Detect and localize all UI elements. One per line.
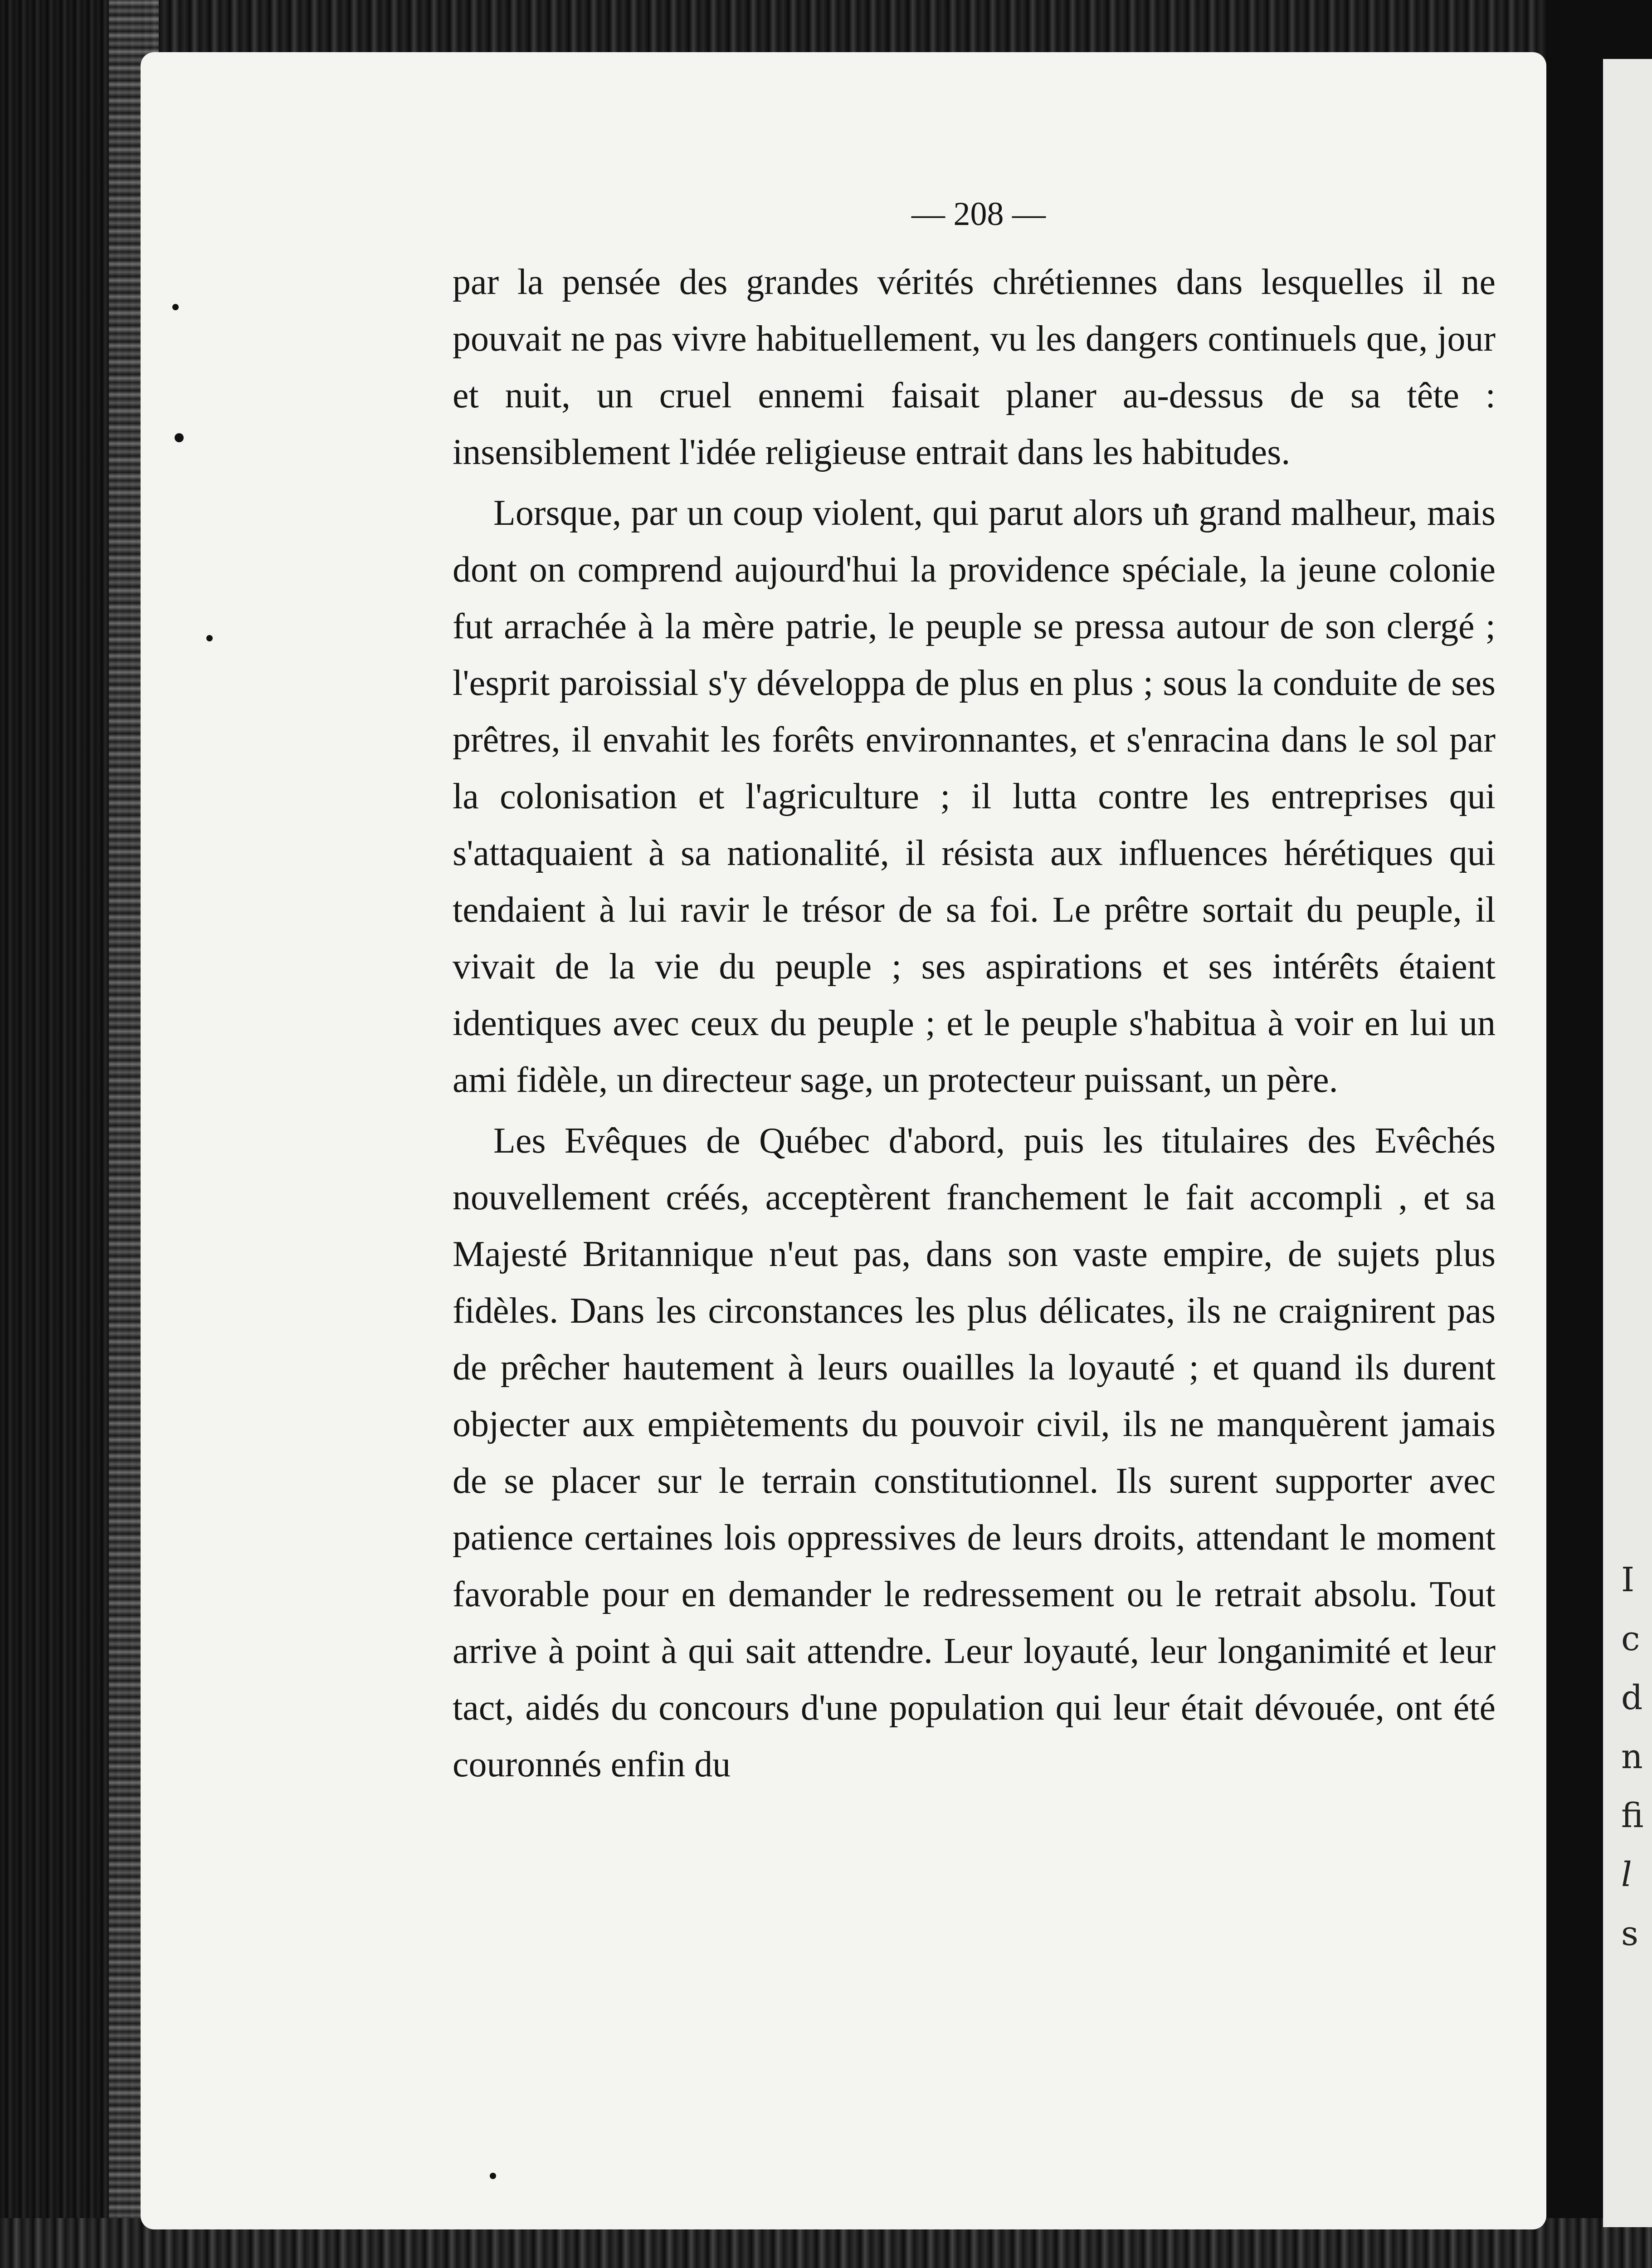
next-page-fragment: fi <box>1621 1796 1644 1835</box>
next-page-fragment: l <box>1621 1855 1632 1894</box>
body-text <box>453 254 1496 1797</box>
next-page-edge <box>1603 59 1652 2227</box>
paragraph-1: par la pensée des grandes vérités chrétiennes dans lesquelles il ne pouvait ne pas vivre habituellement, vu les dangers continuels que, jour et nuit, un cruel ennemi faisait planer au-dessus de sa tête : insensiblement l'idée religieuse entrait dans les habitudes. <box>453 262 1496 472</box>
scan-speck <box>175 433 184 442</box>
next-page-fragment: I <box>1621 1560 1635 1599</box>
page-number: — 208 — <box>911 196 1046 233</box>
next-page-fragment: c <box>1621 1619 1640 1658</box>
scan-speck <box>172 304 179 310</box>
next-page-fragment: n <box>1621 1737 1643 1776</box>
next-page-fragment: s <box>1621 1914 1638 1953</box>
paragraph-2: Lorsque, par un coup violent, qui parut alors un grand malheur, mais dont on comprend aujourd'hui la providence spéciale, la jeune colonie fut arrachée à la mère patrie, le peuple se pressa autour de son clergé ; l'esprit paroissial s'y développa de plus en plus ; sous la conduite de ses prêtres, il envahit les forêts environnantes, et s'enracina dans le sol par la colonisation et l'agriculture ; il lutta contre les entreprises qui s'attaquaient à sa nationalité, il résista aux influences hérétiques qui tendaient à lui ravir le trésor de sa foi. Le prêtre sortait du peuple, il vivait de la vie du peuple ; ses aspirations et ses intérêts étaient identiques avec ceux du peuple ; et le peuple s'habitua à voir en lui un ami fidèle, un directeur sage, un protecteur puissant, un père. <box>453 493 1496 1100</box>
scan-speck <box>490 2173 496 2179</box>
next-page-fragment: d <box>1621 1678 1643 1717</box>
paragraph-3: Les Evêques de Québec d'abord, puis les titulaires des Evêchés nouvellement créés, acceptèrent franchement le fait accompli , et sa Majesté Britannique n'eut pas, dans son vaste empire, de sujets plus fidèles. Dans les circonstances les plus délicates, ils ne craignirent pas de prêcher hautement à leurs ouailles la loyauté ; et quand ils durent objecter aux empiètements du pouvoir civil, ils ne manquèrent jamais de se placer sur le terrain constitutionnel. Ils surent supporter avec patience certaines lois oppressives de leurs droits, attendant le moment favorable pour en demander le redressement ou le retrait absolu. Tout arrive à point à qui sait attendre. Leur loyauté, leur longanimité et leur tact, aidés du concours d'une population qui leur était dévouée, ont été couronnés enfin du <box>453 1121 1496 1784</box>
scan-speck <box>206 635 213 641</box>
